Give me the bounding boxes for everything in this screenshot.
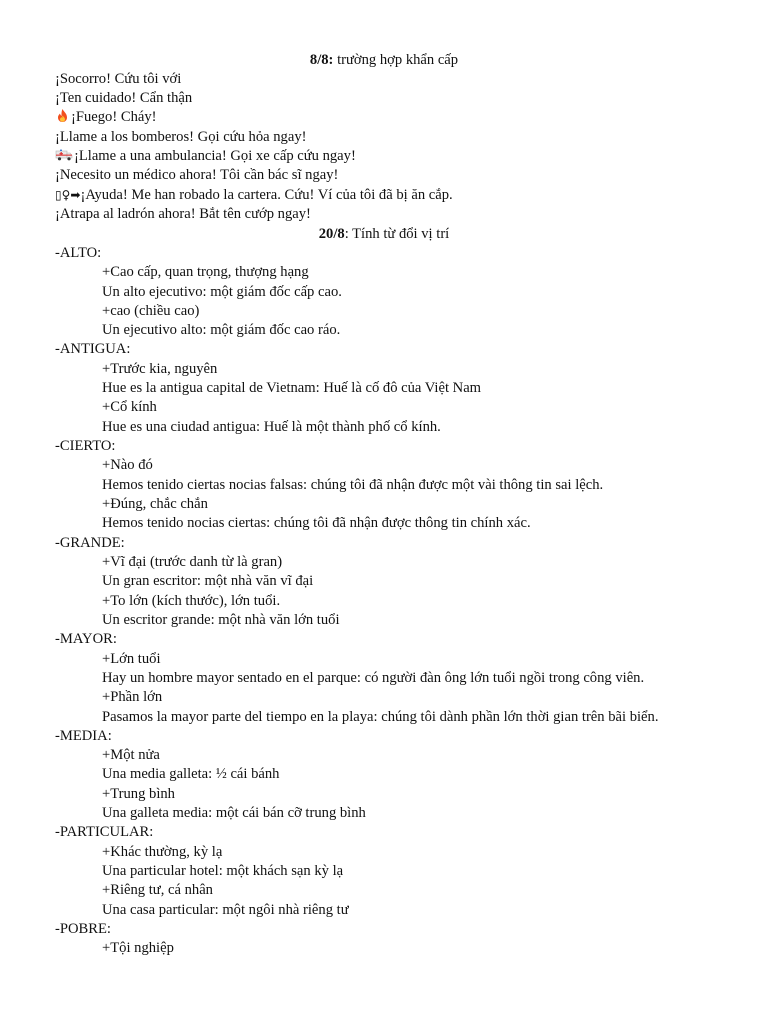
entry-meaning: +Vĩ đại (trước danh từ là gran) [102,554,283,570]
section-title-text: : Tính từ đổi vị trí [344,226,450,242]
entry-example: Hemos tenido nocias ciertas: chúng tôi đã nhận được thông tin chính xác. [102,515,531,531]
fire-icon [55,108,70,123]
entry-heading: -CIERTO: [55,438,116,454]
entry-meaning: +Phần lớn [102,689,163,705]
entry-meaning: +Cao cấp, quan trọng, thượng hạng [102,264,309,280]
entry-meaning: +cao (chiều cao) [102,303,200,319]
phrase-text: ¡Llame a una ambulancia! Gọi xe cấp cứu ngay! [74,148,356,164]
entry-heading: -MAYOR: [55,631,117,647]
entry-meaning: +Trước kia, nguyên [102,361,218,377]
entry-meaning: +Tội nghiệp [102,940,174,956]
entry-example: Un escritor grande: một nhà văn lớn tuổi [102,612,340,628]
phrase-line: ¡Llame a los bomberos! Gọi cứu hỏa ngay! [55,129,307,145]
entry-example: Una media galleta: ½ cái bánh [102,766,280,782]
entry-meaning: +To lớn (kích thước), lớn tuổi. [102,593,281,609]
entry-heading: -ANTIGUA: [55,341,131,357]
phrase-line-ambulance [55,147,356,166]
phrase-line: ¡Socorro! Cứu tôi với [55,71,182,87]
woman-symbol-arrow-icon: ▯♀➡ [55,188,81,202]
entry-example: Una particular hotel: một khách sạn kỳ lạ [102,863,344,879]
entry-meaning: +Trung bình [102,786,175,802]
entry-example: Pasamos la mayor parte del tiempo en la playa: chúng tôi dành phần lớn thời gian trên bãi biển. [102,709,659,725]
entry-meaning: +Lớn tuổi [102,651,161,667]
entry-heading: -MEDIA: [55,728,112,744]
entry-heading: -ALTO: [55,245,102,261]
entry-example: Una casa particular: một ngôi nhà riêng tư [102,902,349,918]
ambulance-icon [55,147,73,162]
entry-heading: -GRANDE: [55,535,125,551]
phrase-line: ¡Ten cuidado! Cẩn thận [55,90,193,106]
entry-example: Hue es una ciudad antigua: Huế là một thành phố cổ kính. [102,419,441,435]
entry-example: Hemos tenido ciertas nocias falsas: chúng tôi đã nhận được một vài thông tin sai lệch. [102,477,604,493]
entry-meaning: +Khác thường, kỳ lạ [102,844,223,860]
entry-example: Hue es la antigua capital de Vietnam: Huế là cố đô của Việt Nam [102,380,482,396]
entry-meaning: +Một nửa [102,747,160,763]
entry-example: Un ejecutivo alto: một giám đốc cao ráo. [102,322,341,338]
section-date: 20/8 [318,226,345,242]
entry-example: Un gran escritor: một nhà văn vĩ đại [102,573,314,589]
entry-heading: -POBRE: [55,921,111,937]
phrase-line-fire [55,108,157,127]
section-date: 8/8: [309,52,334,68]
entry-meaning: +Đúng, chắc chắn [102,496,208,512]
entry-example: Un alto ejecutivo: một giám đốc cấp cao. [102,284,342,300]
entry-meaning: +Nào đó [102,457,153,473]
phrase-line: ¡Necesito un médico ahora! Tôi cần bác sĩ ngay! [55,167,339,183]
phrase-line: ¡Atrapa al ladrón ahora! Bắt tên cướp ngay! [55,206,311,222]
section-title-text: trường hợp khẩn cấp [333,52,459,68]
entry-meaning: +Cổ kính [102,399,157,415]
entry-example: Una galleta media: một cái bán cỡ trung bình [102,805,366,821]
section-title-emergency [0,51,768,70]
phrase-line-help [55,186,453,205]
entry-example: Hay un hombre mayor sentado en el parque: có người đàn ông lớn tuổi ngồi trong công viên. [102,670,645,686]
section-title-adjectives [0,225,768,244]
entry-heading: -PARTICULAR: [55,824,154,840]
phrase-text: ¡Fuego! Cháy! [71,109,157,125]
phrase-text: ¡Ayuda! Me han robado la cartera. Cứu! Ví của tôi đã bị ăn cắp. [80,187,453,203]
entry-meaning: +Riêng tư, cá nhân [102,882,213,898]
